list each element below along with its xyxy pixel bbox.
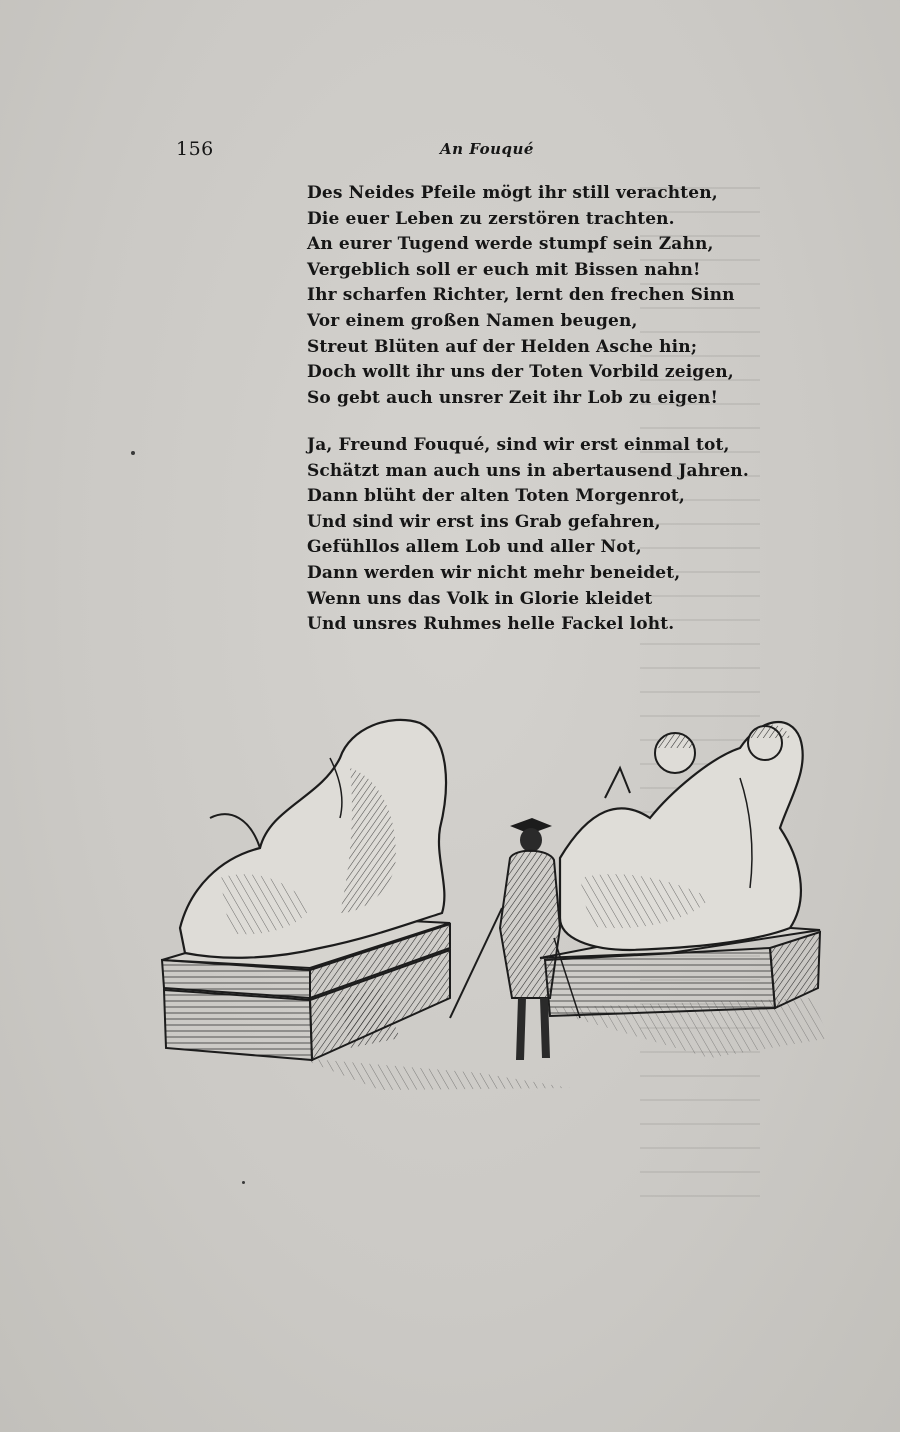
poem-line: Die euer Leben zu zerstören trachten. [307,208,675,229]
poem-line: Und unsres Ruhmes helle Fackel loht. [307,614,675,635]
poem-line: Schätzt man auch uns in abertausend Jahren. [307,460,749,481]
poem-line: Ja, Freund Fouqué, sind wir erst einmal tot, [307,435,730,455]
poem-line: Vergeblich soll er euch mit Bissen nahn! [307,259,701,280]
engraving-illustration [150,698,830,1093]
poem-line: Vor einem großen Namen beugen, [307,310,638,331]
poem-stanza-2 [307,433,749,638]
running-title: An Fouqué [440,140,534,158]
poem-line: Des Neides Pfeile mögt ihr still verachten, [307,183,718,203]
poem-line: Wenn uns das Volk in Glorie kleidet [307,588,653,609]
poem-line: An eurer Tugend werde stumpf sein Zahn, [307,234,714,255]
page-number: 156 [176,138,214,160]
poem-line: Dann blüht der alten Toten Morgenrot, [307,486,686,507]
torso-sculpture [180,720,446,958]
poem-line: Und sind wir erst ins Grab gefahren, [307,511,661,532]
poem-line: Doch wollt ihr uns der Toten Vorbild zeigen, [307,362,734,383]
poem-line: So gebt auch unsrer Zeit ihr Lob zu eigen! [307,387,719,408]
print-speck [131,451,135,455]
poem-line: Ihr scharfen Richter, lernt den frechen Sinn [307,285,735,306]
poem-line: Gefühllos allem Lob und aller Not, [307,537,642,558]
reclining-figure-sculpture [560,722,803,950]
running-head [0,138,900,164]
poem-stanza-1 [307,181,735,411]
poem-line: Streut Blüten auf der Helden Asche hin; [307,336,698,357]
poem-line: Dann werden wir nicht mehr beneidet, [307,562,681,583]
print-speck [242,1181,245,1184]
man-figure [450,818,580,1060]
